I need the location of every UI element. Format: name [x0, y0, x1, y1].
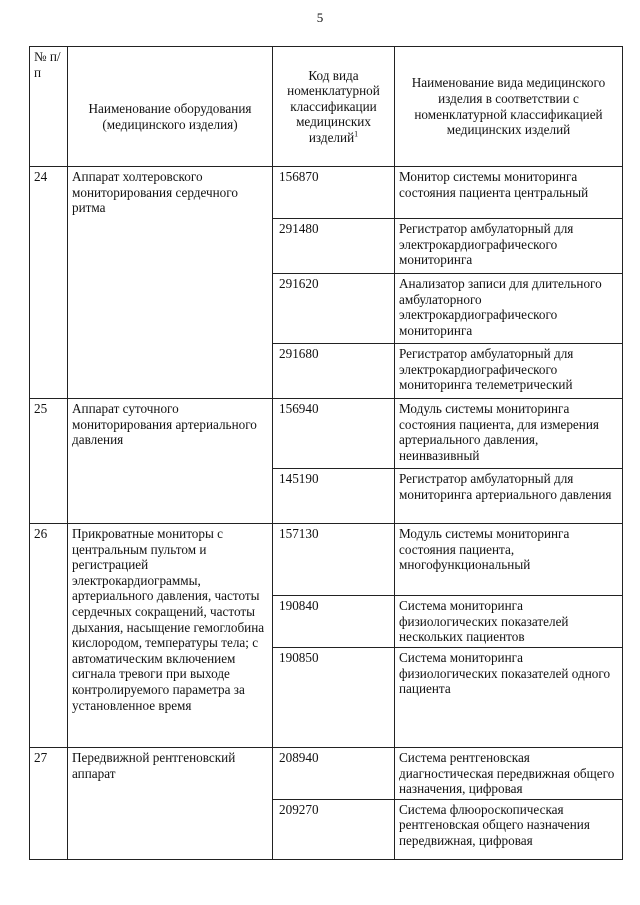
row-code: 291480 — [273, 219, 395, 274]
row-code: 156870 — [273, 167, 395, 219]
row-code: 209270 — [273, 799, 395, 859]
table-row — [30, 524, 623, 596]
row-type: Система мониторинга физиологических показателей одного пациента — [395, 648, 623, 748]
row-type: Система рентгеновская диагностическая передвижная общего назначения, цифровая — [395, 748, 623, 800]
table-row — [30, 399, 623, 469]
row-num: 26 — [30, 524, 68, 748]
row-type: Система флюороскопическая рентгеновская общего назначения передвижная, цифровая — [395, 799, 623, 859]
row-num: 24 — [30, 167, 68, 399]
header-type: Наименование вида медицинского изделия в соответствии с номенклатурной классификацией медицинских изделий — [395, 47, 623, 167]
row-equipment-name: Передвижной рентгеновский аппарат — [68, 748, 273, 860]
header-code-footnote: 1 — [354, 129, 359, 139]
table-header-row — [30, 47, 623, 167]
row-type: Регистратор амбулаторный для электрокардиографического мониторинга — [395, 219, 623, 274]
row-type: Регистратор амбулаторный для мониторинга артериального давления — [395, 469, 623, 524]
row-code: 291620 — [273, 274, 395, 344]
row-type: Анализатор записи для длительного амбулаторного электрокардиографического мониторинга — [395, 274, 623, 344]
header-code-text: Код вида номенклатурной классификации медицинских изделий — [287, 67, 380, 145]
row-equipment-name: Прикроватные мониторы с центральным пультом и регистрацией электрокардиограммы, артериального давления, частоты сердечных сокращений, частоты дыхания, насыщение гемоглобина кислородом, температуры тела; с автоматическим включением сигнала тревоги при выходе контролируемого параметра за установленное время — [68, 524, 273, 748]
header-code — [273, 47, 395, 167]
row-equipment-name: Аппарат холтеровского мониторирования сердечного ритма — [68, 167, 273, 399]
table-row — [30, 167, 623, 219]
row-code: 208940 — [273, 748, 395, 800]
row-type: Модуль системы мониторинга состояния пациента, для измерения артериального давления, неинвазивный — [395, 399, 623, 469]
row-code: 291680 — [273, 344, 395, 399]
row-type: Монитор системы мониторинга состояния пациента центральный — [395, 167, 623, 219]
row-num: 25 — [30, 399, 68, 524]
header-name: Наименование оборудования (медицинского изделия) — [68, 47, 273, 167]
row-code: 157130 — [273, 524, 395, 596]
row-code: 190840 — [273, 596, 395, 648]
equipment-table — [29, 46, 623, 860]
header-num: № п/п — [30, 47, 68, 167]
row-code: 145190 — [273, 469, 395, 524]
row-code: 190850 — [273, 648, 395, 748]
row-equipment-name: Аппарат суточного мониторирования артериального давления — [68, 399, 273, 524]
row-code: 156940 — [273, 399, 395, 469]
row-type: Модуль системы мониторинга состояния пациента, многофункциональный — [395, 524, 623, 596]
row-type: Система мониторинга физиологических показателей нескольких пациентов — [395, 596, 623, 648]
table-row — [30, 748, 623, 800]
row-num: 27 — [30, 748, 68, 860]
row-type: Регистратор амбулаторный для электрокардиографического мониторинга телеметрический — [395, 344, 623, 399]
page-number: 5 — [316, 10, 324, 25]
